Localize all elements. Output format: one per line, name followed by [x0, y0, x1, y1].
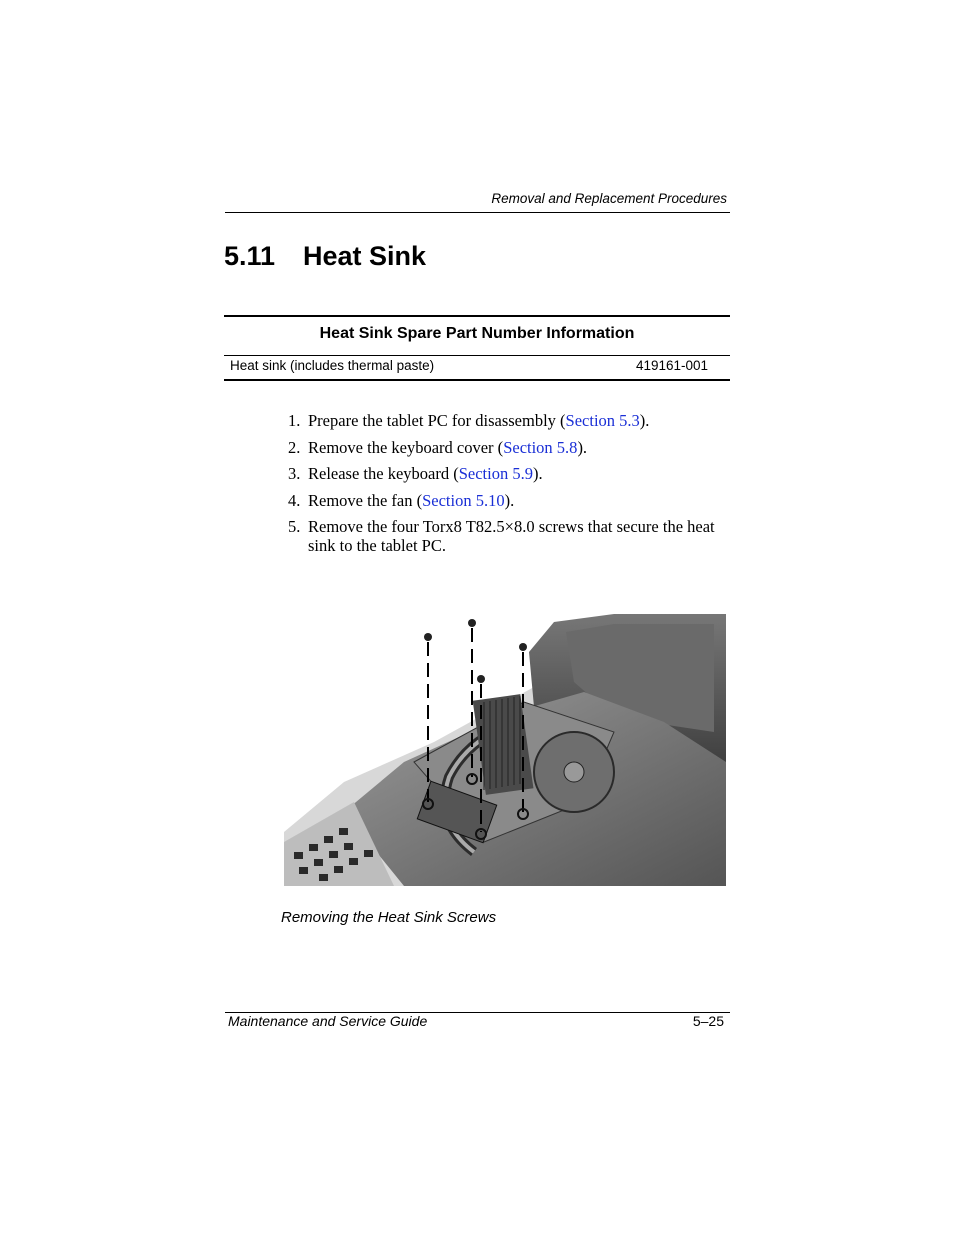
step-text: Remove the fan (: [308, 490, 423, 510]
section-title: Heat Sink: [303, 241, 427, 271]
step-item: [288, 438, 730, 457]
step-item: [288, 517, 730, 555]
figure-caption: Removing the Heat Sink Screws: [281, 909, 497, 926]
step-item: [288, 464, 730, 483]
procedure-steps: [288, 411, 730, 563]
step-text-end: ).: [577, 437, 588, 457]
table-header-rule: [224, 355, 730, 356]
section-link[interactable]: Section 5.10: [422, 490, 505, 510]
step-item: [288, 411, 730, 430]
table-cell-description: Heat sink (includes thermal paste): [230, 358, 435, 373]
header-rule: [225, 212, 730, 213]
section-link[interactable]: Section 5.8: [503, 437, 578, 457]
step-number: 1.: [288, 411, 301, 430]
step-text-end: ).: [504, 490, 515, 510]
heat-sink-illustration: [284, 612, 726, 886]
section-link[interactable]: Section 5.9: [458, 464, 533, 483]
step-text: Release the keyboard (: [308, 464, 459, 483]
page-number: 5–25: [692, 1013, 724, 1029]
table-bottom-rule: [224, 379, 730, 381]
step-text: Prepare the tablet PC for disassembly (: [308, 411, 566, 430]
step-number: 5.: [288, 517, 301, 536]
step-text-end: ).: [532, 464, 543, 483]
step-text-end: ).: [639, 411, 650, 430]
step-number: 2.: [288, 437, 301, 457]
table-top-rule: [224, 315, 730, 317]
step-text: Remove the keyboard cover (: [308, 437, 504, 457]
spare-parts-table-title: Heat Sink Spare Part Number Information: [319, 325, 635, 342]
running-header: Removal and Replacement Procedures: [491, 191, 727, 206]
footer-guide-title: Maintenance and Service Guide: [228, 1013, 428, 1029]
table-cell-part-number: 419161-001: [636, 358, 709, 373]
section-heading: [224, 241, 426, 272]
step-text: Remove the four Torx8 T82.5×8.0 screws that secure the heat sink to the tablet PC.: [308, 517, 715, 555]
step-number: 3.: [288, 464, 301, 483]
step-item: [288, 491, 730, 510]
step-number: 4.: [288, 490, 301, 510]
section-link[interactable]: Section 5.3: [565, 411, 640, 430]
section-number: 5.11: [224, 241, 276, 271]
